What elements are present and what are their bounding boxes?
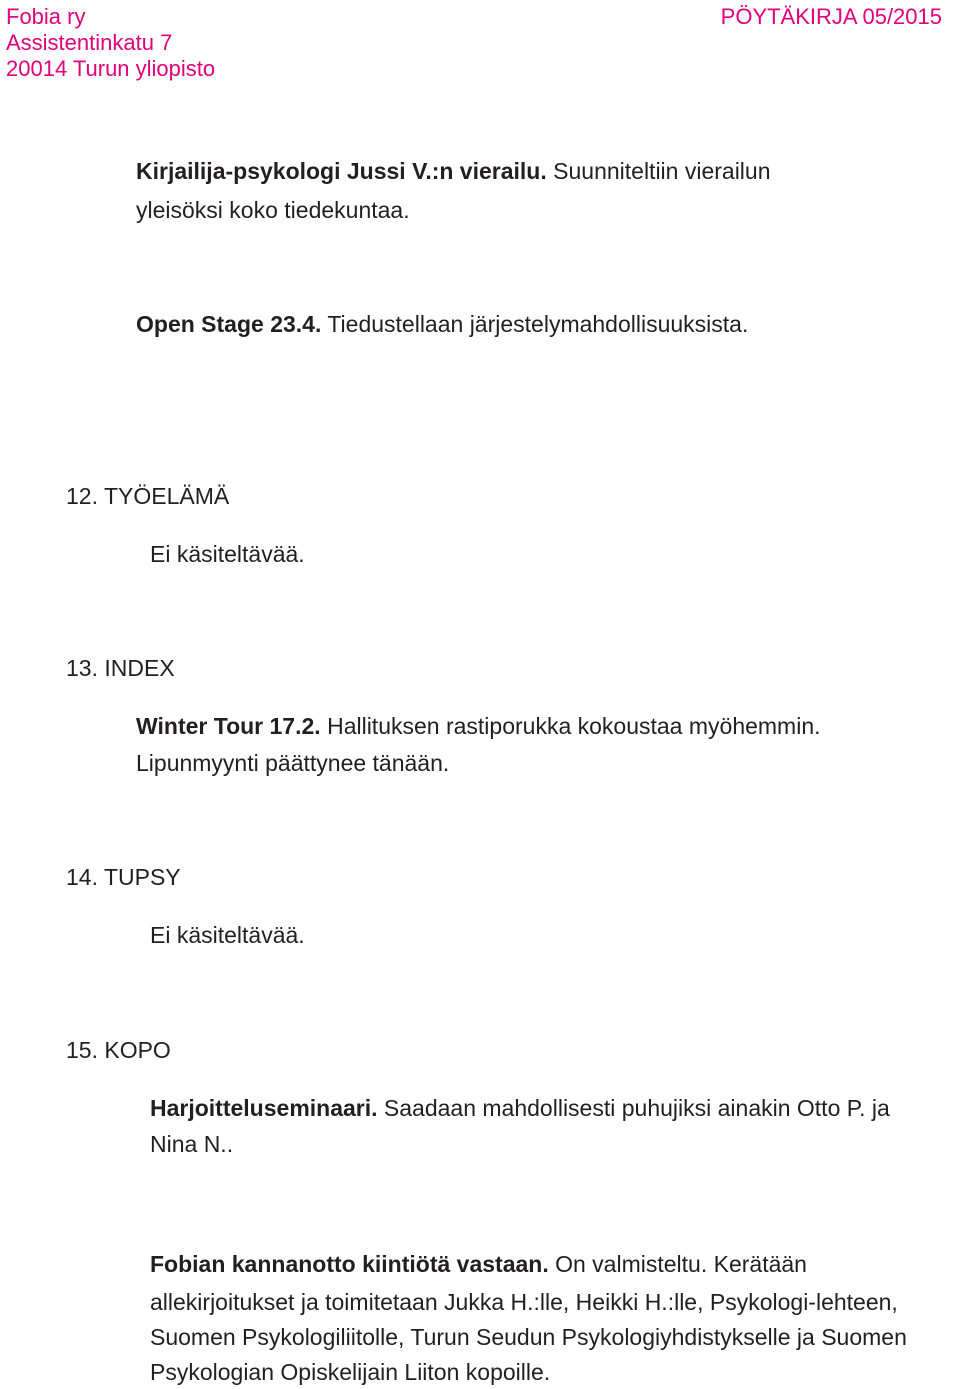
section-heading-12: 12. TYÖELÄMÄ bbox=[66, 483, 230, 509]
winter-tour-line1 bbox=[136, 715, 821, 738]
kannanotto-text1: On valmisteltu. Kerätään bbox=[555, 1251, 807, 1277]
section-14-text: Ei käsiteltävää. bbox=[150, 922, 305, 948]
seminaari-text2: Nina N.. bbox=[150, 1131, 234, 1157]
item-jussi-title: Kirjailija-psykologi Jussi V.:n vierailu. bbox=[136, 158, 547, 184]
section-12-text: Ei käsiteltävää. bbox=[150, 541, 305, 567]
kannanotto-line1 bbox=[150, 1253, 807, 1276]
winter-tour-title: Winter Tour 17.2. bbox=[136, 713, 321, 739]
kannanotto-text3: Suomen Psykologiliitolle, Turun Seudun Psykologiyhdistykselle ja Suomen bbox=[150, 1324, 907, 1350]
section-heading-14: 14. TUPSY bbox=[66, 864, 181, 890]
kannanotto-title: Fobian kannanotto kiintiötä vastaan. bbox=[150, 1251, 549, 1277]
kannanotto-text2: allekirjoitukset ja toimitetaan Jukka H.:lle, Heikki H.:lle, Psykologi-lehteen, bbox=[150, 1289, 898, 1315]
section-heading-15: 15. KOPO bbox=[66, 1037, 171, 1063]
org-street: Assistentinkatu 7 bbox=[6, 30, 173, 55]
item-jussi-line1 bbox=[136, 160, 771, 183]
item-open-stage bbox=[136, 313, 748, 336]
item-jussi-text2: yleisöksi koko tiedekuntaa. bbox=[136, 197, 410, 223]
seminaari-line1 bbox=[150, 1097, 890, 1120]
item-open-stage-text: Tiedustellaan järjestelymahdollisuuksista. bbox=[327, 311, 749, 337]
winter-tour-text1: Hallituksen rastiporukka kokoustaa myöhemmin. bbox=[327, 713, 821, 739]
item-open-stage-title: Open Stage 23.4. bbox=[136, 311, 322, 337]
section-heading-13: 13. INDEX bbox=[66, 655, 175, 681]
org-postal: 20014 Turun yliopisto bbox=[6, 56, 216, 81]
kannanotto-text4: Psykologian Opiskelijain Liiton kopoille. bbox=[150, 1359, 551, 1385]
seminaari-text1: Saadaan mahdollisesti puhujiksi ainakin Otto P. ja bbox=[383, 1095, 890, 1121]
org-name: Fobia ry bbox=[6, 4, 86, 29]
seminaari-title: Harjoitteluseminaari. bbox=[150, 1095, 378, 1121]
item-jussi-text1: Suunniteltiin vierailun bbox=[553, 158, 771, 184]
winter-tour-text2: Lipunmyynti päättynee tänään. bbox=[136, 750, 450, 776]
doc-title: PÖYTÄKIRJA 05/2015 bbox=[720, 4, 942, 29]
